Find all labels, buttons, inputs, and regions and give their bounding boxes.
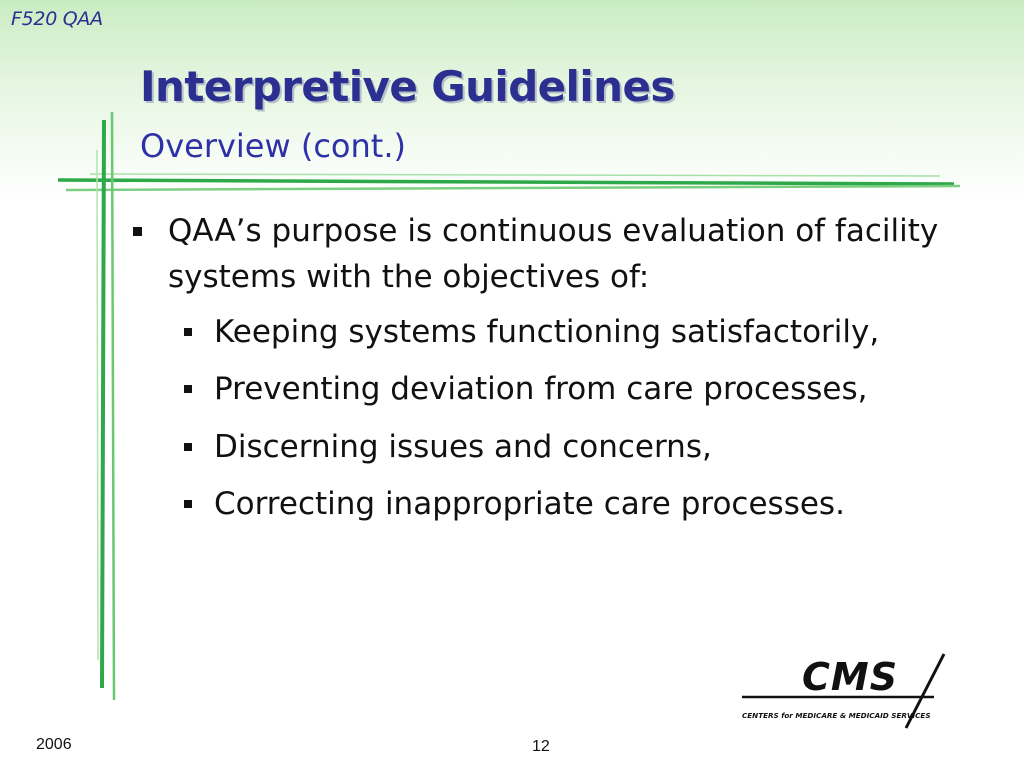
bullet-main-text: QAA’s purpose is continuous evaluation of facility systems with the objectives of: [168, 213, 939, 295]
sub-bullet-text: Keeping systems functioning satisfactorily, [214, 314, 880, 350]
sub-bullet-text: Correcting inappropriate care processes. [214, 486, 845, 522]
horizontal-line-main [58, 180, 954, 184]
sub-bullet-text: Discerning issues and concerns, [214, 429, 712, 465]
horizontal-line-faint [90, 174, 940, 176]
square-bullet-icon [184, 328, 192, 336]
page-number: 12 [532, 738, 550, 755]
sub-bullet [214, 424, 712, 470]
slide-tag: F520 QAA [11, 8, 103, 30]
square-bullet-icon [133, 227, 142, 236]
sub-bullet [214, 309, 879, 355]
bullet-main [168, 208, 948, 300]
logo-caption: CENTERS for MEDICARE & MEDICAID SERVICES [742, 711, 931, 720]
vertical-line-faint [97, 150, 98, 660]
sub-bullet-text: Preventing deviation from care processes, [214, 371, 868, 407]
slide-subtitle: Overview (cont.) [140, 127, 406, 165]
vertical-line-light [112, 112, 114, 700]
logo-wordmark: CMS [802, 655, 899, 699]
horizontal-line-light [66, 186, 960, 190]
cms-logo [738, 652, 953, 730]
vertical-line-main [102, 120, 104, 688]
footer-year: 2006 [36, 736, 72, 753]
square-bullet-icon [184, 385, 192, 393]
slide-title: Interpretive Guidelines [140, 62, 675, 111]
square-bullet-icon [184, 443, 192, 451]
sub-bullet [214, 366, 867, 412]
sub-bullet [214, 481, 845, 527]
square-bullet-icon [184, 500, 192, 508]
